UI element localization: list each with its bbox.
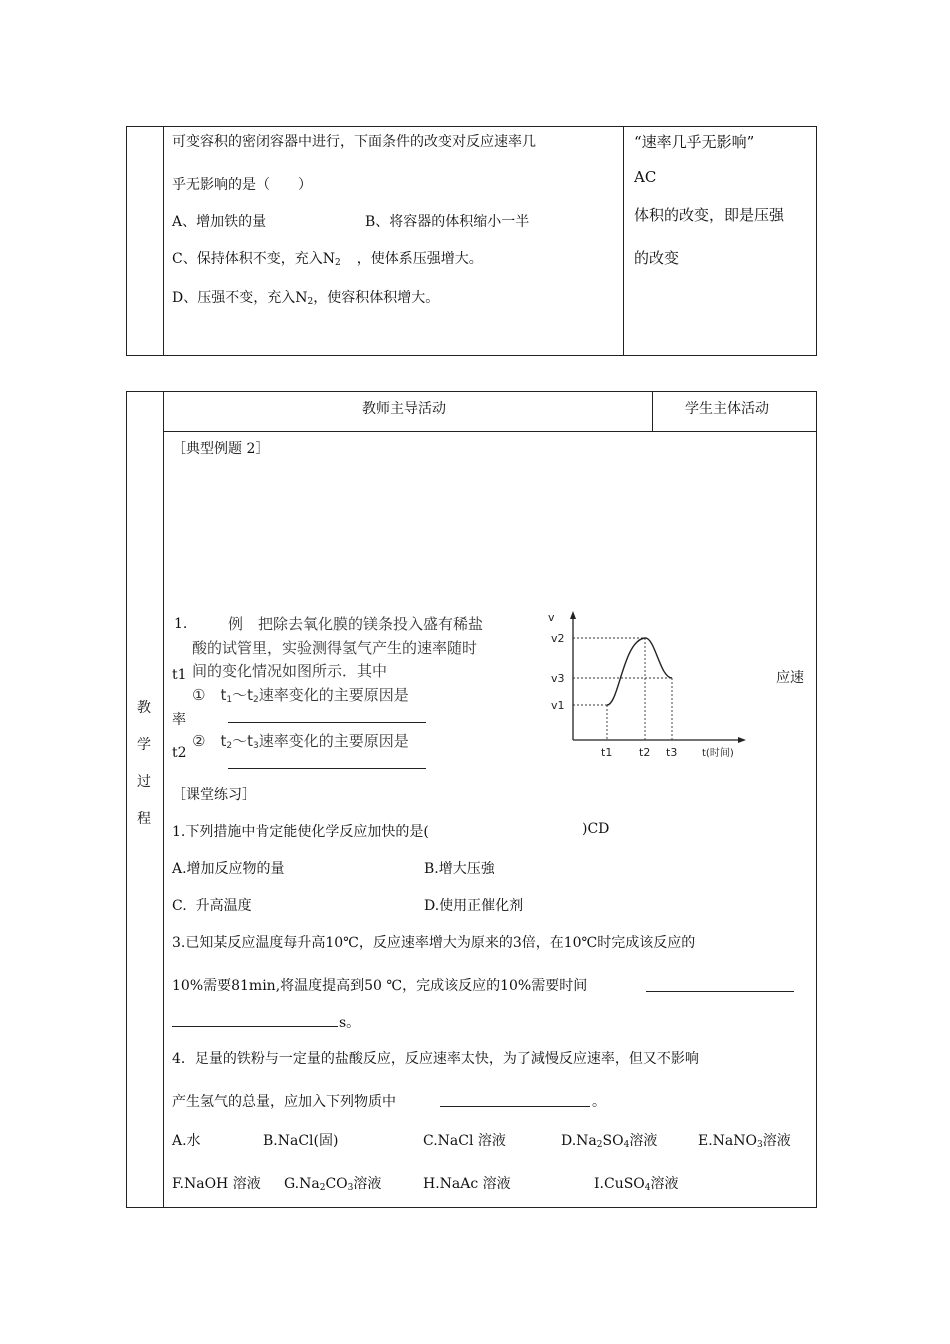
example-text-line-2: 酸的试管里，实验测得氢气产生的速率随时 (192, 639, 478, 657)
table2-bottom-border (126, 1207, 817, 1208)
practice-4-line-1: 4．足量的铁粉与一定量的盐酸反应，反应速率太快，为了減慢反应速率，但又不影响 (172, 1051, 699, 1067)
practice-3-blank-2 (172, 1026, 338, 1027)
practice-4-option-f: F.NaOH 溶液 (172, 1176, 261, 1192)
question-line-1: 可变容积的密闭容器中进行，下面条件的改变对反应速率几 (172, 134, 536, 150)
option-a: A、增加铁的量 (172, 214, 267, 230)
practice-1-option-a: A.增加反应物的量 (172, 861, 285, 877)
y-axis-arrow-icon (570, 611, 576, 619)
x-tick-t1: t1 (601, 746, 613, 759)
practice-4-blank (440, 1106, 590, 1107)
practice-3-unit: s。 (339, 1015, 361, 1031)
example-answer-blank-2 (228, 768, 426, 769)
table2-left-border (126, 391, 127, 1207)
example-number: 1. (174, 616, 188, 632)
question-line-2: 乎无影响的是（ ） (172, 177, 312, 193)
x-tick-t2: t2 (639, 746, 651, 759)
option-b: B、将容器的体积缩小一半 (365, 214, 530, 230)
practice-4-option-c: C.NaCl 溶液 (423, 1133, 506, 1149)
practice-1-option-d: D.使用正催化剂 (424, 898, 524, 914)
practice-4-option-g: $G.Na_2CO_3$溶液 (284, 1176, 382, 1193)
example-answer-blank-1 (228, 722, 426, 723)
rate-time-chart (540, 605, 755, 765)
practice-1-option-c: C. 升高温度 (172, 898, 252, 914)
y-tick-v2: v2 (551, 632, 565, 645)
example-question-2: ② $t_2\sim t_3$速率变化的主要原因是 (192, 732, 409, 751)
table2-header-border (163, 431, 817, 432)
fragment-t2: t2 (172, 745, 187, 761)
x-axis-arrow-icon (738, 737, 746, 743)
y-tick-v3: v3 (551, 672, 565, 685)
practice-1-stem: 1.下列措施中肯定能使化学反应加快的是( (172, 824, 429, 840)
section-label-char-1: 教 (137, 700, 151, 716)
option-c (172, 248, 483, 268)
side-note-4: 的改变 (634, 249, 680, 267)
practice-4-option-b: B.NaCl(固) (263, 1133, 339, 1149)
x-tick-t3: t3 (666, 746, 678, 759)
fragment-t1: t1 (172, 667, 187, 683)
table1-divider-1 (163, 126, 164, 355)
practice-1-option-b: B.增大压強 (424, 861, 495, 877)
student-activity-header: 学生主体活动 (685, 401, 769, 417)
table2-header-divider (652, 391, 653, 431)
example-text-line-1: 例 把除去氧化膜的镁条投入盛有稀盐 (228, 615, 484, 633)
table1-right-border (816, 126, 817, 355)
table2-right-border (816, 391, 817, 1207)
fragment-right: 应速 (776, 670, 804, 686)
practice-4-line-2: 产生氢气的总量，应加入下列物质中 (172, 1094, 396, 1110)
table2-top-border (126, 391, 817, 392)
option-d-sub: 2 (307, 297, 314, 307)
practice-4-option-d: $D.Na_2SO_4$溶液 (561, 1133, 658, 1150)
option-c-text: C、保持体积不变，充入N (172, 251, 335, 267)
option-c-tail: ，使体系压强增大。 (356, 251, 483, 267)
table1-left-border (126, 126, 127, 355)
table1-divider-2 (623, 126, 624, 355)
example-text-line-3: 间的变化情况如图所示．其中 (192, 662, 388, 680)
example-question-1: ① $t_1\sim t_2$速率变化的主要原因是 (192, 686, 409, 705)
option-d-text: D、压强不变，充入N (172, 290, 308, 306)
rate-curve (607, 638, 672, 705)
practice-4-option-i: I.CuSO$_4$溶液 (594, 1176, 679, 1193)
side-note-answer: AC (634, 168, 657, 186)
section-label-char-3: 过 (137, 774, 151, 790)
x-axis-label: t(时间) (702, 748, 734, 759)
practice-4-option-a: A.水 (172, 1133, 201, 1149)
practice-title: ［课堂练习］ (172, 787, 256, 803)
practice-3-line-2: 10%需要81min,将温度提高到50 ℃，完成该反应的10%需要时间 (172, 978, 588, 994)
option-d-tail: ，使容积体积增大。 (313, 290, 440, 306)
side-note-1: “速率几乎无影响” (634, 133, 755, 151)
table1-top-border (126, 126, 817, 127)
y-tick-v1: v1 (551, 699, 565, 712)
side-note-3: 体积的改变，即是压强 (634, 206, 785, 224)
option-c-sub: 2 (334, 258, 341, 268)
practice-4-option-h: H.NaAc 溶液 (423, 1176, 511, 1192)
example-title: ［典型例题 2］ (172, 441, 270, 457)
practice-3-line-1: 3.已知某反应温度每升高10℃，反应速率增大为原来的3倍，在10℃时完成该反应的 (172, 935, 696, 951)
option-d (172, 287, 439, 307)
practice-4-line-2-end: 。 (592, 1094, 606, 1110)
teacher-activity-header: 教师主导活动 (362, 401, 446, 417)
practice-3-blank-1 (646, 991, 794, 992)
y-axis-label: v (548, 611, 555, 624)
table2-divider (163, 391, 164, 1207)
practice-1-answer: )CD (582, 821, 610, 837)
fragment-rate: 率 (172, 712, 186, 728)
section-label-char-2: 学 (137, 737, 151, 753)
section-label-char-4: 程 (137, 811, 151, 827)
table1-bottom-border (126, 355, 817, 356)
practice-4-option-e: E.NaNO$_3$溶液 (698, 1133, 791, 1150)
